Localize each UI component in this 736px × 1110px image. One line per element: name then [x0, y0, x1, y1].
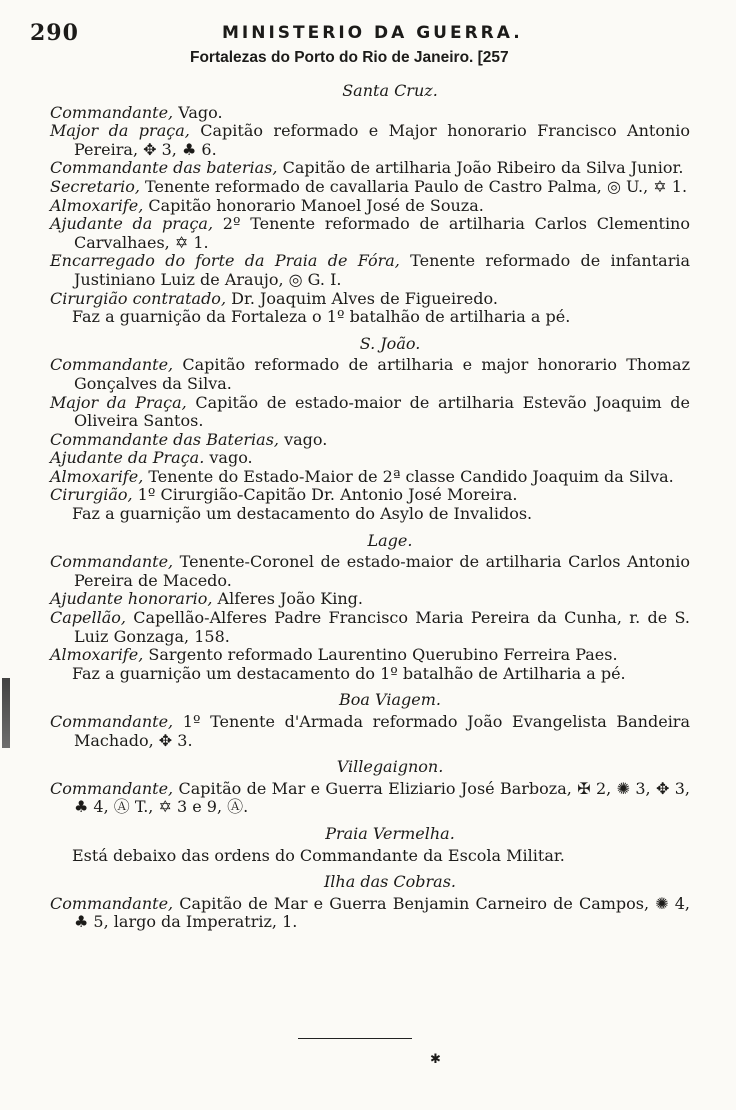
roster-entry [50, 895, 690, 932]
entry-text: vago. [279, 429, 328, 449]
roster-entry [50, 104, 690, 123]
entry-role: Cirurgião, [50, 485, 133, 505]
running-title: MINISTERIO DA GUERRA. [222, 23, 523, 43]
entry-text: Tenente-Coronel de estado-maior de artilharia Carlos Antonio Pereira de Macedo. [74, 552, 690, 590]
entry-role: Commandante, [50, 778, 174, 798]
entry-role: Major da praça, [50, 121, 190, 141]
margin-ink-mark [2, 678, 10, 748]
section-title: Santa Cruz. [342, 81, 438, 100]
entry-role: Commandante, [50, 712, 174, 731]
entry-role: Commandante das Baterias, [50, 429, 280, 449]
entry-text: Capitão de Mar e Guerra Eliziario José Barboza, ✠ 2, ✺ 3, ✥ 3, ♣ 4, Ⓐ T., ✡ 3 e 9, Ⓐ. [74, 778, 690, 817]
section-note: Faz a guarnição um destacamento do 1º batalhão de Artilharia a pé. [72, 663, 626, 683]
section-title: Lage. [367, 530, 413, 550]
roster-entry [50, 215, 690, 252]
entry-text: Capitão reformado e Major honorario Francisco Antonio Pereira, ✥ 3, ♣ 6. [74, 121, 691, 159]
entry-role: Encarregado do forte da Praia de Fóra, [50, 251, 400, 271]
entry-text: Capitão de Mar e Guerra Benjamin Carneiro de Campos, ✺ 4, ♣ 5, largo da Imperatriz, 1. [74, 893, 690, 932]
entry-role: Ajudante da praça, [50, 214, 214, 234]
entry-role: Commandante, [50, 552, 174, 572]
roster-entry [50, 197, 690, 216]
section-title: Ilha das Cobras. [323, 872, 457, 892]
roster-entry [50, 394, 690, 431]
entry-role: Commandante, [50, 102, 174, 122]
section-note: Faz a guarnição da Fortaleza o 1º batalhão de artilharia a pé. [72, 307, 571, 327]
entry-text: Capellão-Alferes Padre Francisco Maria Pereira da Cunha, r. de S. Luiz Gonzaga, 158. [74, 608, 690, 646]
entry-role: Almoxarife, [50, 466, 144, 486]
entry-text: Dr. Joaquim Alves de Figueiredo. [226, 288, 498, 308]
section-title: S. João. [359, 333, 421, 353]
roster-entry [50, 178, 690, 197]
entry-text: Capitão honorario Manoel José de Souza. [143, 195, 484, 215]
footer-rule [298, 1038, 412, 1039]
entry-role: Commandante, [50, 355, 174, 375]
entry-role: Almoxarife, [50, 645, 144, 665]
entry-text: Tenente reformado de cavallaria Paulo de Castro Palma, ◎ U., ✡ 1. [139, 176, 688, 196]
page-header [30, 18, 696, 48]
roster-entry [50, 713, 690, 750]
entry-role: Ajudante da Praça. [50, 448, 205, 468]
entry-role: Secretario, [50, 176, 140, 196]
page-body [50, 78, 690, 932]
entry-role: Commandante das baterias, [50, 158, 278, 178]
entry-role: Major da Praça, [50, 392, 187, 412]
roster-entry [50, 468, 690, 487]
roster-entry [50, 553, 690, 590]
entry-text: Sargento reformado Laurentino Querubino Ferreira Paes. [143, 645, 618, 665]
entry-text: Tenente reformado de infantaria Justiniano Luiz de Araujo, ◎ G. I. [74, 251, 690, 289]
section-title: Boa Viagem. [339, 690, 441, 710]
entry-text: 1º Tenente d'Armada reformado João Evangelista Bandeira Machado, ✥ 3. [74, 712, 690, 750]
entry-text: Capitão de estado-maior de artilharia Estevão Joaquim de Oliveira Santos. [74, 392, 690, 431]
section-note: Faz a guarnição um destacamento do Asylo de Invalidos. [72, 504, 533, 524]
roster-entry [50, 609, 690, 646]
page-number: 290 [30, 20, 79, 46]
roster-entry [50, 252, 690, 289]
entry-text: vago. [204, 448, 253, 468]
entry-text: Capitão de artilharia João Ribeiro da Silva Junior. [277, 158, 684, 178]
roster-entry [50, 486, 690, 505]
section-title: Villegaignon. [336, 757, 444, 777]
roster-entry [50, 431, 690, 450]
entry-role: Almoxarife, [50, 195, 144, 215]
roster-entry [50, 590, 690, 609]
footer-ornament: ✱ [430, 1052, 441, 1067]
entry-role: Commandante, [50, 893, 174, 913]
entry-role: Cirurgião contratado, [50, 288, 227, 308]
page-subtitle: Fortalezas do Porto do Rio de Janeiro. [257 [190, 49, 509, 66]
roster-entry [50, 646, 690, 665]
roster-entry [50, 449, 690, 468]
section-note: Está debaixo das ordens do Commandante da Escola Militar. [72, 845, 565, 865]
entry-text: 1º Cirurgião-Capitão Dr. Antonio José Moreira. [132, 485, 518, 505]
entry-text: Capitão reformado de artilharia e major honorario Thomaz Gonçalves da Silva. [74, 355, 690, 393]
section-title: Praia Vermelha. [325, 823, 455, 843]
entry-text: Alferes João King. [212, 589, 364, 609]
roster-entry [50, 290, 690, 309]
entry-role: Ajudante honorario, [50, 589, 213, 609]
roster-entry [50, 780, 690, 817]
entry-text: Tenente do Estado-Maior de 2ª classe Candido Joaquim da Silva. [143, 466, 674, 486]
roster-entry [50, 159, 690, 178]
entry-role: Capellão, [50, 608, 126, 628]
roster-entry [50, 122, 690, 159]
roster-entry [50, 356, 690, 393]
entry-text: Vago. [173, 102, 223, 122]
entry-text: 2º Tenente reformado de artilharia Carlos Clementino Carvalhaes, ✡ 1. [74, 214, 690, 252]
